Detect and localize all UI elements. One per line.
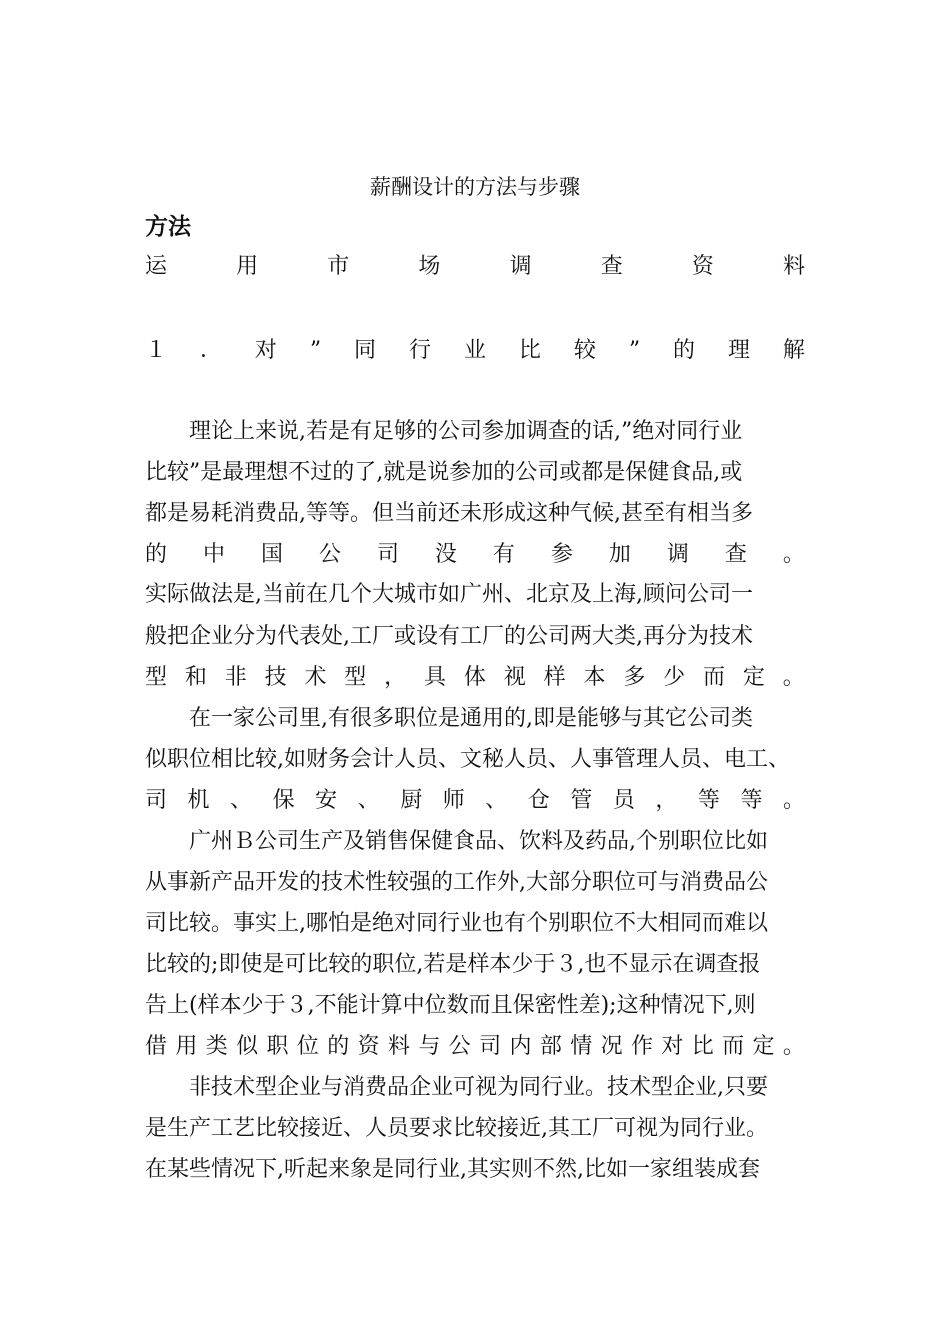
text-glyph: 较: [573, 338, 596, 363]
text-glyph: 内: [509, 1034, 532, 1059]
paragraph-line: [145, 540, 805, 570]
text-glyph: 没: [434, 542, 457, 567]
text-glyph: 的: [673, 338, 696, 363]
text-glyph: 。: [782, 1034, 805, 1059]
text-glyph: 用: [236, 254, 259, 279]
text-glyph: 术: [304, 665, 327, 690]
text-glyph: 。: [782, 788, 805, 813]
paragraph-line: 实际做法是,当前在几个大城市如广州、北京及上海,顾问公司一: [145, 582, 753, 607]
text-glyph: ，: [655, 788, 678, 813]
text-glyph: 公: [318, 542, 341, 567]
paragraph-line: 从事新产品开发的技术性较强的工作外,大部分职位可与消费品公: [145, 870, 768, 895]
text-glyph: 本: [583, 665, 606, 690]
text-glyph: 保: [272, 788, 295, 813]
text-glyph: 调: [666, 542, 689, 567]
text-glyph: 司: [479, 1034, 502, 1059]
text-glyph: 比: [691, 1034, 714, 1059]
text-glyph: 部: [539, 1034, 562, 1059]
text-glyph: 等: [740, 788, 763, 813]
section-heading: 方法: [145, 214, 191, 240]
text-glyph: ”: [309, 338, 322, 363]
paragraph-line: 比较的;即使是可比较的职位,若是样本少于３,也不显示在调查报: [145, 952, 761, 977]
text-glyph: 定: [742, 665, 765, 690]
paragraph-line: 在某些情况下,听起来象是同行业,其实则不然,比如一家组装成套: [145, 1157, 760, 1182]
text-glyph: 对: [661, 1034, 684, 1059]
paragraph-line: [145, 786, 805, 816]
text-glyph: 多: [623, 665, 646, 690]
text-glyph: 作: [631, 1034, 654, 1059]
text-glyph: 位: [296, 1034, 319, 1059]
text-glyph: 的: [327, 1034, 350, 1059]
paragraph-line: 般把企业分为代表处,工厂或设有工厂的公司两大类,再分为技术: [145, 624, 753, 649]
paragraph-line: 理论上来说,若是有足够的公司参加调查的话,”绝对同行业: [189, 419, 743, 444]
text-glyph: 技: [264, 665, 287, 690]
text-glyph: 、: [485, 788, 508, 813]
paragraph-line: 都是易耗消费品,等等。但当前还未形成这种气候,甚至有相当多: [145, 501, 753, 526]
text-glyph: 等: [697, 788, 720, 813]
text-glyph: 。: [782, 542, 805, 567]
paragraph-line: 告上(样本少于３,不能计算中位数而且保密性差);这种情况下,则: [145, 993, 756, 1018]
text-glyph: 管: [570, 788, 593, 813]
text-glyph: 厨: [400, 788, 423, 813]
text-glyph: 。: [782, 665, 805, 690]
text-glyph: 用: [175, 1034, 198, 1059]
text-glyph: 视: [503, 665, 526, 690]
text-glyph: 解: [782, 338, 805, 363]
text-glyph: 员: [612, 788, 635, 813]
text-glyph: 同: [354, 338, 377, 363]
text-glyph: 与: [418, 1034, 441, 1059]
text-glyph: 比: [518, 338, 541, 363]
text-glyph: 借: [145, 1034, 168, 1059]
text-glyph: 情: [570, 1034, 593, 1059]
text-glyph: 而: [722, 1034, 745, 1059]
text-glyph: 查: [600, 254, 623, 279]
paragraph-line: 在一家公司里,有很多职位是通用的,即是能够与其它公司类: [189, 706, 753, 731]
text-glyph: 、: [230, 788, 253, 813]
text-glyph: 理: [727, 338, 750, 363]
text-glyph: 行: [409, 338, 432, 363]
text-glyph: ，: [384, 665, 407, 690]
text-glyph: 加: [608, 542, 631, 567]
subheading: [145, 252, 805, 282]
text-glyph: 有: [492, 542, 515, 567]
text-glyph: 类: [205, 1034, 228, 1059]
paragraph-line: 非技术型企业与消费品企业可视为同行业。技术型企业,只要: [189, 1075, 768, 1100]
text-glyph: 机: [187, 788, 210, 813]
text-glyph: 资: [691, 254, 714, 279]
text-glyph: 司: [145, 788, 168, 813]
paragraph-line: [145, 1032, 805, 1062]
text-glyph: 中: [202, 542, 225, 567]
text-glyph: 的: [145, 542, 168, 567]
text-glyph: 业: [463, 338, 486, 363]
text-glyph: 型: [344, 665, 367, 690]
document-title: 薪酬设计的方法与步骤: [370, 175, 580, 199]
text-glyph: 安: [315, 788, 338, 813]
paragraph-line: 是生产工艺比较接近、人员要求比较接近,其工厂可视为同行业。: [145, 1116, 768, 1141]
text-glyph: 场: [418, 254, 441, 279]
text-glyph: 样: [543, 665, 566, 690]
text-glyph: 国: [260, 542, 283, 567]
text-glyph: 参: [550, 542, 573, 567]
text-glyph: 职: [266, 1034, 289, 1059]
text-glyph: 对: [254, 338, 277, 363]
text-glyph: 定: [752, 1034, 775, 1059]
paragraph-line: 似职位相比较,如财务会计人员、文秘人员、人事管理人员、电工、: [145, 747, 790, 772]
text-glyph: ”: [628, 338, 641, 363]
text-glyph: 型: [145, 665, 168, 690]
text-glyph: 资: [357, 1034, 380, 1059]
text-glyph: １: [145, 338, 168, 363]
text-glyph: 运: [145, 254, 168, 279]
paragraph-line: 司比较。事实上,哪怕是绝对同行业也有个别职位不大相同而难以: [145, 911, 768, 936]
text-glyph: 调: [509, 254, 532, 279]
text-glyph: 查: [724, 542, 747, 567]
text-glyph: 公: [448, 1034, 471, 1059]
text-glyph: 少: [663, 665, 686, 690]
paragraph-line: [145, 663, 805, 693]
text-glyph: 市: [327, 254, 350, 279]
text-glyph: 料: [782, 254, 805, 279]
text-glyph: 非: [224, 665, 247, 690]
text-glyph: 、: [357, 788, 380, 813]
text-glyph: 和: [184, 665, 207, 690]
paragraph-line: 比较”是最理想不过的了,就是说参加的公司或都是保健食品,或: [145, 460, 743, 485]
text-glyph: 况: [600, 1034, 623, 1059]
text-glyph: 仓: [527, 788, 550, 813]
text-glyph: 具: [424, 665, 447, 690]
text-glyph: 而: [703, 665, 726, 690]
text-glyph: 司: [376, 542, 399, 567]
text-glyph: ．: [199, 338, 222, 363]
paragraph-line: 广州Ｂ公司生产及销售保健食品、饮料及药品,个别职位比如: [189, 829, 768, 854]
text-glyph: 师: [442, 788, 465, 813]
text-glyph: 体: [463, 665, 486, 690]
text-glyph: 似: [236, 1034, 259, 1059]
text-glyph: 料: [388, 1034, 411, 1059]
subsection-heading: [145, 336, 805, 366]
